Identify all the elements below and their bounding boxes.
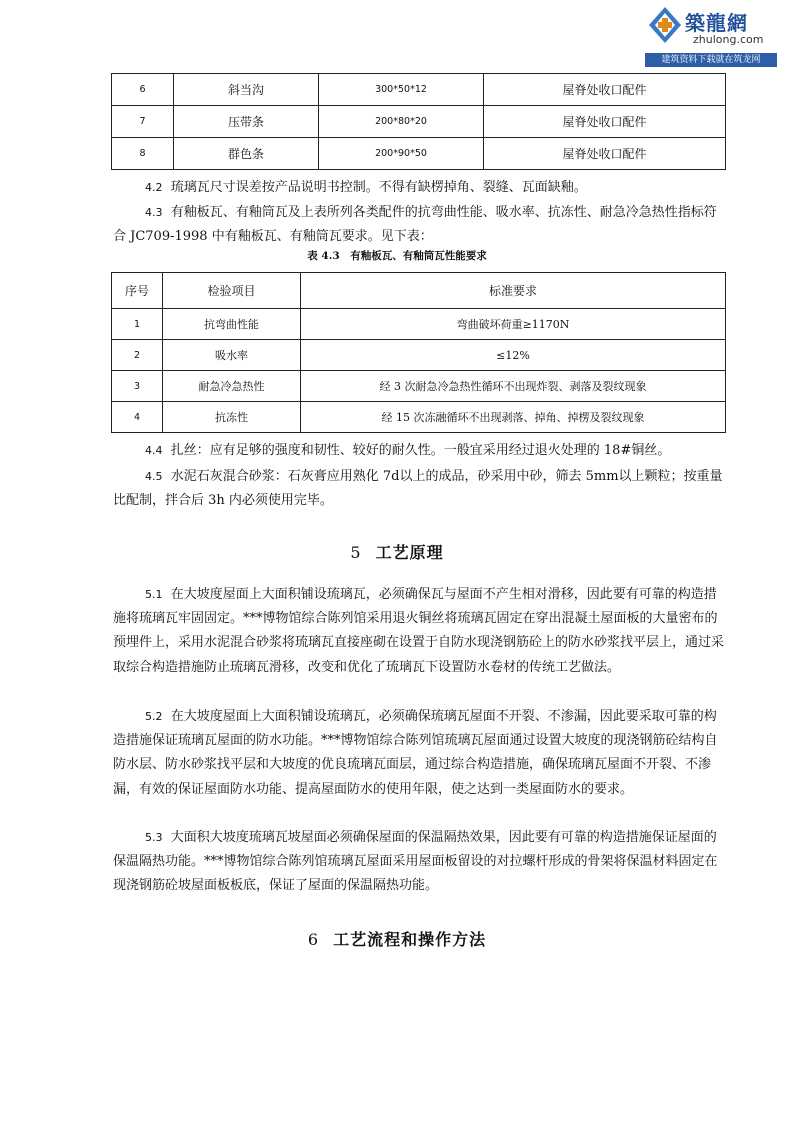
part-use: 屋脊处收口配件	[484, 74, 726, 106]
paragraph-text: 扎丝：应有足够的强度和韧性、较好的耐久性。一般宜采用经过退火处理的 18#铜丝。	[170, 443, 671, 458]
site-logo	[645, 4, 777, 66]
row-no: 2	[112, 340, 163, 371]
paragraph-4-5	[113, 465, 725, 513]
paragraph-number: 5.1	[145, 588, 163, 601]
paragraph-text: 有釉板瓦、有釉筒瓦及上表所列各类配件的抗弯曲性能、吸水率、抗冻性、耐急冷急热性指标符合 JC709-1998 中有釉板瓦、有釉筒瓦要求。见下表：	[113, 205, 717, 245]
requirement: 经 15 次冻融循环不出现剥落、掉角、掉楞及裂纹现象	[301, 402, 726, 433]
requirement: ≤12%	[301, 340, 726, 371]
part-name: 压带条	[174, 106, 319, 138]
section-6-heading	[0, 927, 794, 950]
paragraph-number: 4.4	[145, 444, 163, 457]
table-header-row	[112, 273, 726, 309]
row-no: 3	[112, 371, 163, 402]
section-title: 工艺原理	[375, 543, 444, 562]
part-name: 群色条	[174, 138, 319, 170]
paragraph-5-1	[113, 583, 725, 680]
table-caption: 表 4.3 有釉板瓦、有釉筒瓦性能要求	[307, 250, 487, 262]
row-no: 8	[112, 138, 174, 170]
paragraph-5-2	[113, 705, 725, 802]
row-no: 7	[112, 106, 174, 138]
table-row	[112, 106, 726, 138]
paragraph-text: 大面积大坡度琉璃瓦坡屋面必须确保屋面的保温隔热效果，因此要有可靠的构造措施保证屋面的保温隔热功能。***博物馆综合陈列馆琉璃瓦屋面采用屋面板留设的对拉螺杆形成的骨架将保温材料固定在现浇钢筋砼坡屋面板板底，保证了屋面的保温隔热功能。	[113, 830, 718, 894]
part-size: 300*50*12	[319, 74, 484, 106]
header-item: 检验项目	[163, 273, 301, 309]
test-item: 吸水率	[163, 340, 301, 371]
paragraph-4-2	[113, 176, 725, 200]
row-no: 1	[112, 309, 163, 340]
requirement: 弯曲破坏荷重≥1170N	[301, 309, 726, 340]
part-use: 屋脊处收口配件	[484, 106, 726, 138]
part-name: 斜当沟	[174, 74, 319, 106]
paragraph-number: 5.3	[145, 831, 163, 844]
table-row	[112, 371, 726, 402]
table-row	[112, 74, 726, 106]
section-5-heading	[0, 540, 794, 563]
performance-table	[111, 272, 726, 433]
paragraph-text: 琉璃瓦尺寸误差按产品说明书控制。不得有缺楞掉角、裂缝、瓦面缺釉。	[170, 180, 587, 195]
test-item: 抗弯曲性能	[163, 309, 301, 340]
requirement: 经 3 次耐急冷急热性循环不出现炸裂、剥落及裂纹现象	[301, 371, 726, 402]
paragraph-4-3	[113, 201, 725, 249]
table-row	[112, 309, 726, 340]
paragraph-number: 4.2	[145, 181, 163, 194]
logo-emblem-icon	[647, 6, 683, 44]
part-size: 200*80*20	[319, 106, 484, 138]
paragraph-text: 水泥石灰混合砂浆：石灰膏应用熟化 7d以上的成品，砂采用中砂，筛去 5mm以上颗粒；按重量比配制，拌合后 3h 内必须使用完毕。	[113, 469, 723, 509]
section-number: 5	[350, 543, 362, 562]
paragraph-number: 4.5	[145, 470, 163, 483]
table-row	[112, 340, 726, 371]
logo-tagline: 建筑资料下载就在筑龙网	[645, 53, 777, 67]
table-row	[112, 138, 726, 170]
paragraph-number: 5.2	[145, 710, 163, 723]
logo-name: 築龍網	[685, 11, 748, 35]
paragraph-5-3	[113, 826, 725, 899]
test-item: 耐急冷急热性	[163, 371, 301, 402]
section-title: 工艺流程和操作方法	[333, 930, 487, 949]
paragraph-text: 在大坡度屋面上大面积铺设琉璃瓦，必须确保瓦与屋面不产生相对滑移，因此要有可靠的构造措施将琉璃瓦牢固固定。***博物馆综合陈列馆采用退火铜丝将琉璃瓦固定在穿出混凝土屋面板的大量密布的预埋件上，采用水泥混合砂浆将琉璃瓦直接座砌在设置于自防水现浇钢筋砼上的防水砂浆找平层上，通过采取综合构造措施防止琉璃瓦滑移，改变和优化了琉璃瓦下设置防水卷材的传统工艺做法。	[113, 587, 725, 675]
logo-domain: zhulong.com	[693, 33, 764, 46]
header-no: 序号	[112, 273, 163, 309]
test-item: 抗冻性	[163, 402, 301, 433]
part-size: 200*90*50	[319, 138, 484, 170]
header-requirement: 标准要求	[301, 273, 726, 309]
section-number: 6	[307, 930, 320, 949]
paragraph-number: 4.3	[145, 206, 163, 219]
row-no: 4	[112, 402, 163, 433]
paragraph-text: 在大坡度屋面上大面积铺设琉璃瓦，必须确保琉璃瓦屋面不开裂、不渗漏，因此要采取可靠的构造措施保证琉璃瓦屋面的防水功能。***博物馆综合陈列馆琉璃瓦屋面通过设置大坡度的现浇钢筋砼结构自防水层、防水砂浆找平层和大坡度的优良琉璃瓦面层，通过综合构造措施，确保琉璃瓦屋面不开裂、不渗漏，有效的保证屋面防水功能、提高屋面防水的使用年限，使之达到一类屋面防水的要求。	[113, 709, 718, 797]
part-use: 屋脊处收口配件	[484, 138, 726, 170]
paragraph-4-4	[113, 439, 725, 463]
row-no: 6	[112, 74, 174, 106]
table-row	[112, 402, 726, 433]
parts-table	[111, 73, 726, 170]
